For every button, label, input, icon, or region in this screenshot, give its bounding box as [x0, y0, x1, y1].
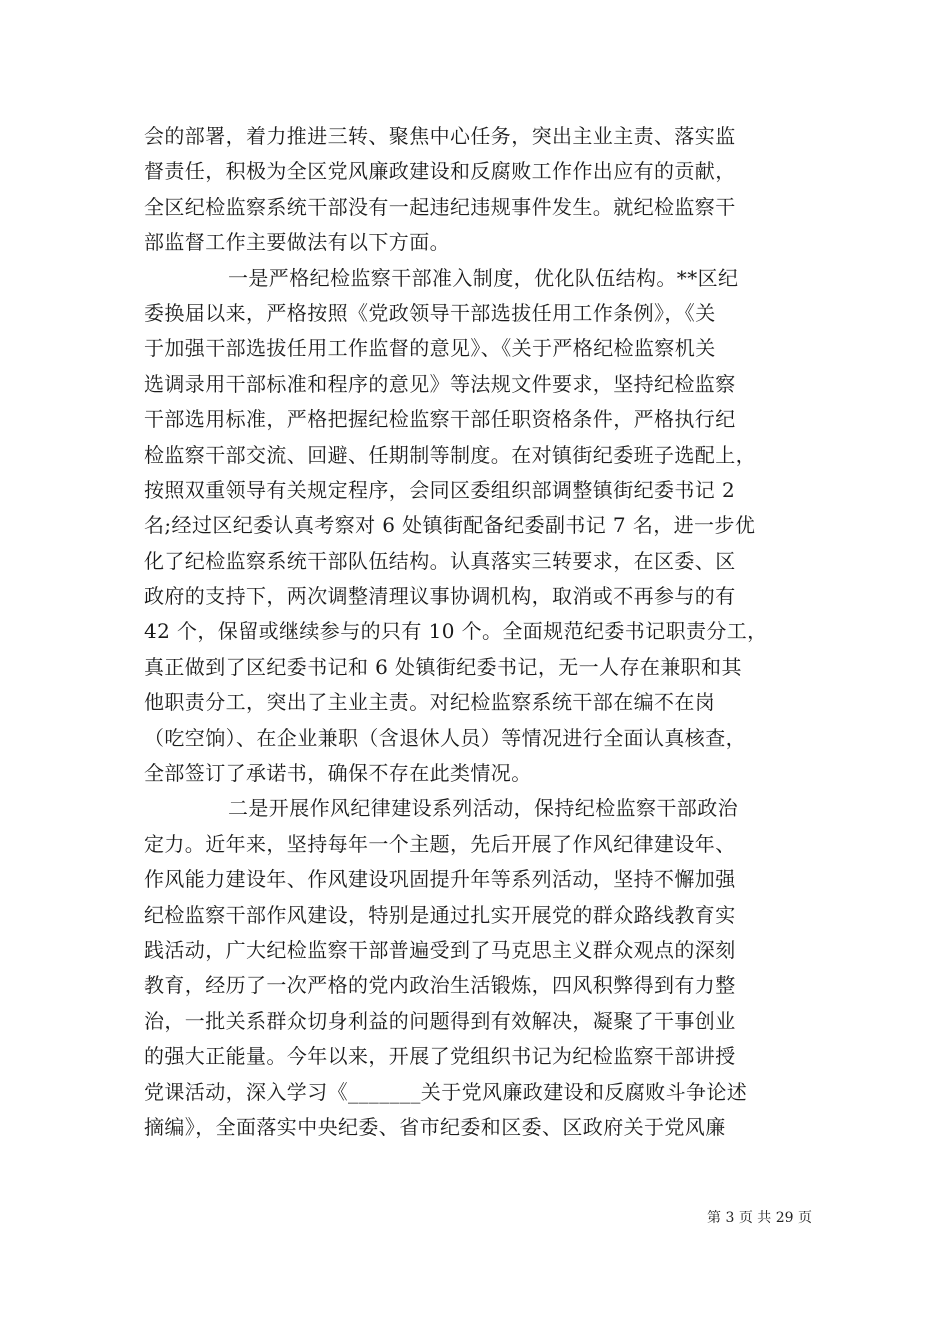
text-line: （吃空饷）、在企业兼职（含退休人员）等情况进行全面认真核查， — [144, 725, 746, 750]
paragraph-start-line: 一是严格纪检监察干部准入制度，优化队伍结构。**区纪 — [228, 265, 739, 290]
text-line: 选调录用干部标准和程序的意见》等法规文件要求，坚持纪检监察 — [144, 371, 736, 396]
text-line: 42 个，保留或继续参与的只有 10 个。全面规范纪委书记职责分工， — [144, 619, 768, 644]
text-line: 会的部署，着力推进三转、聚焦中心任务，突出主业主责、落实监 — [144, 124, 736, 148]
text-line: 纪检监察干部作风建设，特别是通过扎实开展党的群众路线教育实 — [144, 902, 736, 927]
text-line: 治，一批关系群众切身利益的问题得到有效解决，凝聚了干事创业 — [144, 1008, 736, 1033]
text-line: 委换届以来，严格按照《党政领导干部选拔任用工作条例》，《关 — [144, 300, 716, 325]
text-line: 作风能力建设年、作风建设巩固提升年等系列活动，坚持不懈加强 — [144, 867, 736, 892]
text-line: 全部签订了承诺书，确保不存在此类情况。 — [144, 761, 532, 786]
text-line: 督责任，积极为全区党风廉政建设和反腐败工作作出应有的贡献， — [144, 159, 736, 184]
text-line: 真正做到了区纪委书记和 6 处镇街纪委书记，无一人存在兼职和其 — [144, 654, 742, 679]
text-line: 党课活动，深入学习《_______关于党风廉政建设和反腐败斗争论述 — [144, 1079, 748, 1104]
text-line: 化了纪检监察系统干部队伍结构。认真落实三转要求，在区委、区 — [144, 548, 736, 573]
text-line: 教育，经历了一次严格的党内政治生活锻炼，四风积弊得到有力整 — [144, 973, 736, 998]
text-line: 的强大正能量。今年以来，开展了党组织书记为纪检监察干部讲授 — [144, 1044, 736, 1069]
text-line: 践活动，广大纪检监察干部普遍受到了马克思主义群众观点的深刻 — [144, 937, 736, 962]
text-line: 部监督工作主要做法有以下方面。 — [144, 230, 450, 255]
text-line: 干部选用标准，严格把握纪检监察干部任职资格条件，严格执行纪 — [144, 407, 736, 432]
text-line: 名;经过区纪委认真考察对 6 处镇街配备纪委副书记 7 名，进一步优 — [144, 513, 756, 538]
text-line: 按照双重领导有关规定程序，会同区委组织部调整镇街纪委书记 2 — [144, 477, 736, 502]
page-number: 第 3 页 共 29 页 — [707, 1210, 812, 1226]
text-line: 于加强干部选拔任用工作监督的意见》、《关于严格纪检监察机关 — [144, 336, 716, 361]
text-line: 摘编》，全面落实中央纪委、省市纪委和区委、区政府关于党风廉 — [144, 1114, 726, 1139]
text-line: 全区纪检监察系统干部没有一起违纪违规事件发生。就纪检监察干 — [144, 194, 736, 219]
paragraph-start-line: 二是开展作风纪律建设系列活动，保持纪检监察干部政治 — [228, 796, 738, 821]
text-line: 政府的支持下，两次调整清理议事协调机构，取消或不再参与的有 — [144, 584, 736, 609]
text-line: 定力。近年来，坚持每年一个主题，先后开展了作风纪律建设年、 — [144, 831, 736, 856]
text-line: 他职责分工，突出了主业主责。对纪检监察系统干部在编不在岗 — [144, 690, 716, 715]
text-line: 检监察干部交流、回避、任期制等制度。在对镇街纪委班子选配上， — [144, 442, 756, 467]
document-body — [144, 119, 812, 1145]
